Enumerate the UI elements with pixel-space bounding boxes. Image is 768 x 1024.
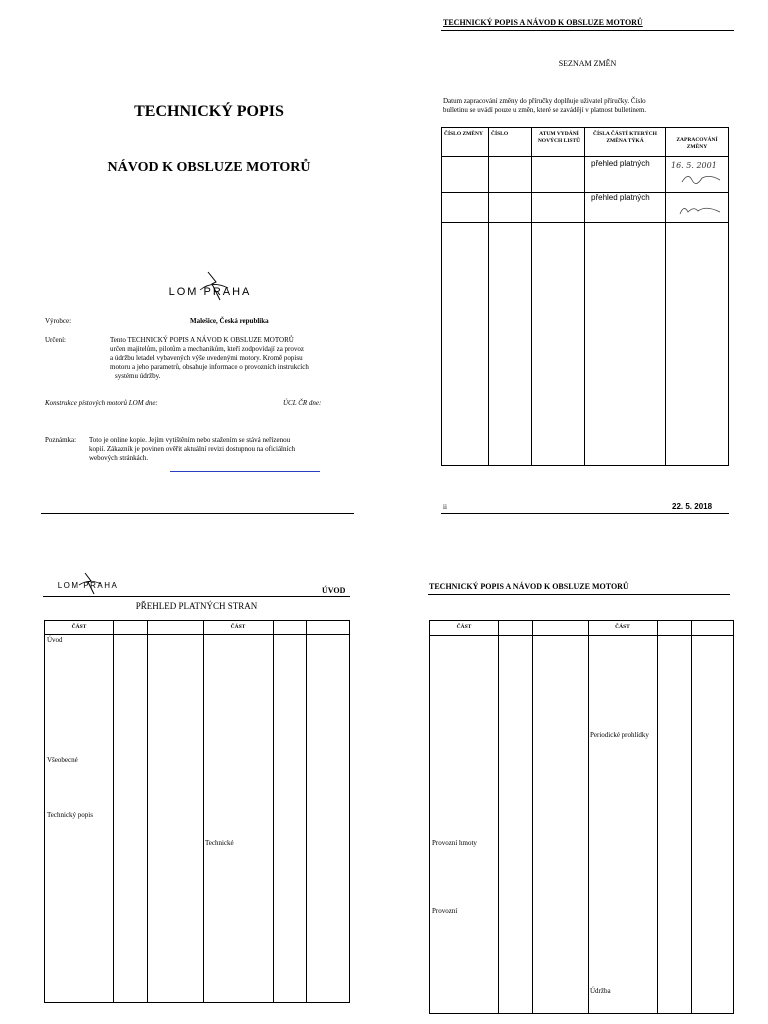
col-header-number: ČÍSLO: [491, 131, 509, 137]
construction-label: Konstrukce pístových motorů LOM dne:: [45, 399, 158, 407]
page-1-title: TECHNICKÝ POPIS: [134, 103, 284, 120]
col-header-issue-date: ATUM VYDÁNÍ NOVÝCH LISTŮ: [537, 131, 581, 144]
page-3-title: PŘEHLED PLATNÝCH STRAN: [135, 601, 258, 611]
col-header-change-number: ČÍSLO ZMĚNY: [444, 131, 483, 137]
col-header-part-left-2: ČÁST: [456, 624, 472, 630]
valid-pages-table-2: [429, 620, 734, 1014]
purpose-line: Tento TECHNICKÝ POPIS A NÁVOD K OBSLUZE MOTORŮ: [110, 336, 294, 344]
page-2-footer-right: 22. 5. 2018: [672, 502, 713, 511]
col-header-incorporation: ZAPRACOVÁNÍ ZMĚNY: [676, 137, 718, 150]
col-header-part-right: ČÁST: [230, 624, 246, 630]
col-header-parts: ČÍSLA ČÁSTÍ KTERÝCH ZMĚNA TÝKÁ: [593, 131, 657, 144]
note-label: Poznámka:: [45, 436, 77, 444]
purpose-line: systému údržby.: [115, 372, 161, 380]
ucl-label: ÚCL ČR dne:: [283, 399, 322, 407]
note-line: webových stránkách.: [89, 454, 149, 462]
entry-vseobecne: Všeobecné: [47, 756, 78, 764]
row-1-parts: přehled platných: [591, 159, 650, 168]
row-2-parts: přehled platných: [591, 193, 650, 202]
page-2-header: TECHNICKÝ POPIS A NÁVOD K OBSLUZE MOTORŮ: [443, 18, 643, 27]
entry-periodicke-prohlidky: Periodické prohlídky: [590, 731, 649, 739]
page-2-header-rule: [441, 30, 734, 31]
col-header-part-left: ČÁST: [71, 624, 87, 630]
valid-pages-table: [44, 620, 350, 1003]
row-1-signature-scribble: [680, 172, 722, 191]
purpose-line: určen majitelům, pilotům a mechanikům, kteří zodpovídají za provoz: [110, 345, 304, 353]
entry-technicke: Technické: [205, 839, 234, 847]
change-list-title: SEZNAM ZMĚN: [558, 59, 617, 68]
page-4-header-rule: [428, 594, 730, 595]
manufacturer-value: Malešice, Česká republika: [190, 317, 269, 325]
page-2-footer-left: ii: [443, 503, 447, 511]
entry-udrzba: Údržba: [590, 987, 611, 995]
purpose-line: motoru a jeho parametrů, obsahuje informace o provozních instrukcích: [110, 363, 309, 371]
manufacturer-label: Výrobce:: [45, 317, 72, 325]
entry-provozni-hmoty: Provozní hmoty: [432, 839, 477, 847]
note-text: [89, 436, 374, 463]
intro-line: Datum zapracování změny do příručky doplňuje uživatel příručky. Číslo: [443, 97, 646, 105]
row-1-signature: 16. 5. 2001: [671, 161, 717, 170]
page-3-logo: [43, 572, 133, 596]
page-3-logo-text: LOM PRAHA: [57, 581, 119, 590]
col-header-part-right-2: ČÁST: [615, 624, 630, 630]
change-list-table: [441, 127, 729, 466]
page-3-header-right: ÚVOD: [322, 586, 346, 595]
logo-text: LOM PRAHA: [168, 286, 252, 298]
entry-provozni: Provozní: [432, 907, 458, 915]
entry-uvod: Úvod: [47, 636, 63, 644]
purpose-line: a údržbu letadel vybavených výše uvedenými motory. Kromě popisu: [110, 354, 303, 362]
intro-line: bulletinu se uvádí pouze u změn, které se zavádějí v platnost bulletinem.: [443, 106, 647, 114]
page-3-header-rule: [43, 596, 350, 597]
page-1-bottom-rule: [41, 513, 354, 514]
purpose-label: Určení:: [45, 336, 66, 344]
purpose-text: [110, 336, 372, 381]
change-list-intro: [443, 97, 733, 115]
note-line: kopií. Zákazník je povinen ověřit aktuální revizi dostupnou na oficiálních: [89, 445, 296, 453]
page-1-subtitle: NÁVOD K OBSLUZE MOTORŮ: [107, 160, 311, 175]
lom-praha-logo: [150, 270, 270, 304]
entry-technicky-popis: Technický popis: [47, 811, 93, 819]
page-4-header: TECHNICKÝ POPIS A NÁVOD K OBSLUZE MOTORŮ: [429, 582, 629, 591]
row-2-signature-scribble: [678, 202, 722, 223]
note-link-underline[interactable]: [170, 471, 320, 472]
page-2-footer-rule: [441, 513, 729, 514]
note-line: Toto je online kopie. Jejím vytištěním nebo stažením se stává neřízenou: [89, 436, 291, 444]
